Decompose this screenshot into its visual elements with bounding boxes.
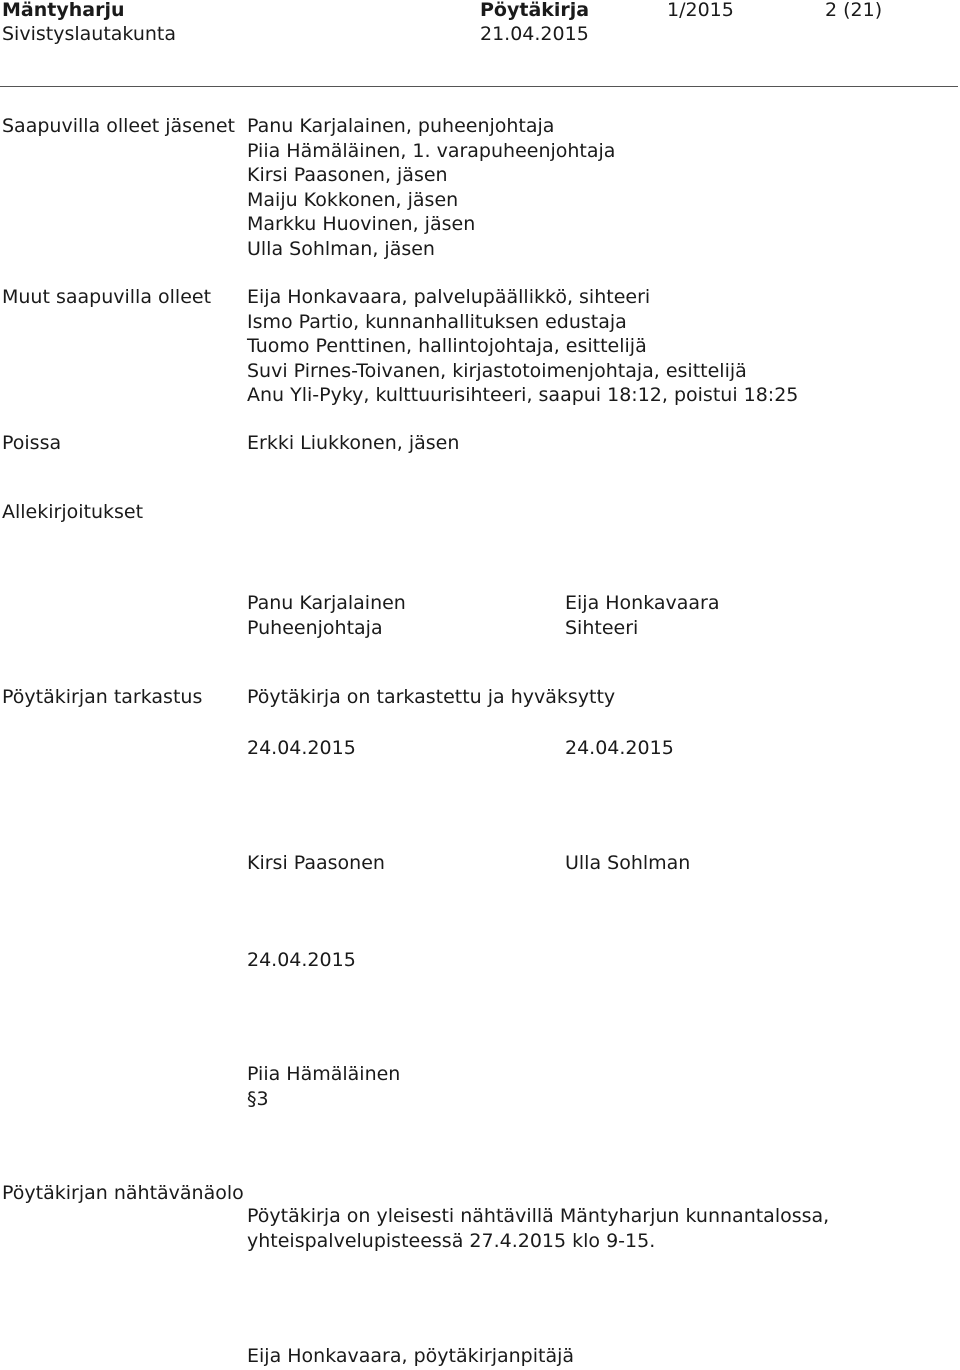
present-members-label: Saapuvilla olleet jäsenet: [2, 115, 235, 137]
list-item: Eija Honkavaara, palvelupäällikkö, sihteeri: [247, 286, 651, 308]
list-item: Tuomo Penttinen, hallintojohtaja, esittelijä: [247, 335, 647, 358]
chair-role: Puheenjohtaja: [247, 617, 383, 639]
page-number: 2 (21): [825, 0, 883, 21]
others-present-list: [247, 285, 798, 408]
display-label: Pöytäkirjan nähtävänäolo: [2, 1182, 244, 1204]
list-item: Panu Karjalainen, puheenjohtaja: [247, 115, 555, 137]
signatures-label: Allekirjoitukset: [2, 501, 144, 523]
present-members-list: [247, 114, 615, 262]
document-type: Pöytäkirja: [480, 0, 590, 21]
meeting-date: 21.04.2015: [480, 23, 589, 45]
board-name: Sivistyslautakunta: [2, 23, 177, 45]
absent-name: Erkki Liukkonen, jäsen: [247, 432, 460, 454]
reviewer-extra: Piia Hämäläinen: [247, 1063, 401, 1085]
header-divider: [0, 86, 958, 87]
secretary-role: Sihteeri: [565, 617, 639, 639]
list-item: Markku Huovinen, jäsen: [247, 213, 476, 236]
review-statement: Pöytäkirja on tarkastettu ja hyväksytty: [247, 686, 616, 708]
list-item: Anu Yli-Pyky, kulttuurisihteeri, saapui 18:12, poistui 18:25: [247, 384, 799, 407]
review-date-extra: 24.04.2015: [247, 949, 356, 971]
review-label: Pöytäkirjan tarkastus: [2, 686, 203, 708]
list-item: Piia Hämäläinen, 1. varapuheenjohtaja: [247, 139, 616, 162]
secretary-name: Eija Honkavaara: [565, 592, 720, 614]
list-item: Suvi Pirnes-Toivanen, kirjastotoimenjohtaja, esittelijä: [247, 359, 747, 382]
display-line-2: yhteispalvelupisteessä 27.4.2015 klo 9-15.: [247, 1230, 656, 1252]
list-item: Kirsi Paasonen, jäsen: [247, 164, 448, 187]
review-date-right: 24.04.2015: [565, 737, 674, 759]
minutes-keeper: Eija Honkavaara, pöytäkirjanpitäjä: [247, 1345, 575, 1367]
section-mark: §3: [247, 1088, 269, 1110]
absent-label: Poissa: [2, 432, 62, 454]
reviewer-left: Kirsi Paasonen: [247, 852, 385, 874]
display-line-1: Pöytäkirja on yleisesti nähtävillä Mäntyharjun kunnantalossa,: [247, 1205, 830, 1227]
list-item: Ulla Sohlman, jäsen: [247, 237, 435, 260]
reviewer-right: Ulla Sohlman: [565, 852, 691, 874]
document-number: 1/2015: [667, 0, 734, 21]
review-date-left: 24.04.2015: [247, 737, 356, 759]
others-present-label: Muut saapuvilla olleet: [2, 286, 212, 308]
chair-name: Panu Karjalainen: [247, 592, 406, 614]
list-item: Ismo Partio, kunnanhallituksen edustaja: [247, 310, 627, 333]
municipality-name: Mäntyharju: [2, 0, 125, 21]
list-item: Maiju Kokkonen, jäsen: [247, 188, 459, 211]
